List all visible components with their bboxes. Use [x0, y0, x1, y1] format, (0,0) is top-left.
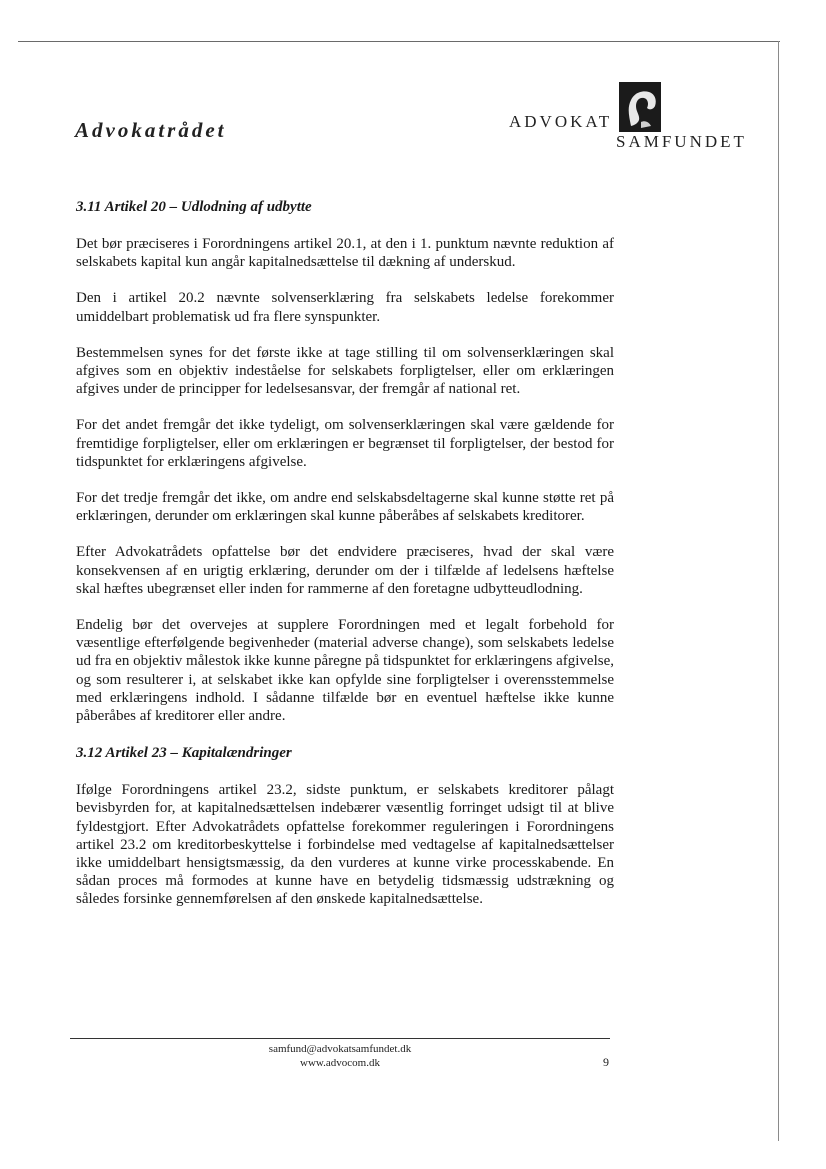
scan-edge-right: [778, 41, 779, 1141]
logo-word-advokat: ADVOKAT: [509, 112, 613, 131]
header-title: Advokatrådet: [75, 118, 227, 142]
document-body: [76, 197, 614, 927]
footer-email: samfund@advokatsamfundet.dk: [268, 1043, 412, 1055]
footer-divider: [70, 1038, 610, 1039]
footer-website: www.advocom.dk: [300, 1057, 380, 1069]
helmeted-head-emblem-icon: [619, 82, 661, 132]
section-heading-3-12: 3.12 Artikel 23 – Kapitalændringer: [76, 745, 292, 762]
page-number: 9: [603, 1055, 609, 1069]
paragraph: For det andet fremgår det ikke tydeligt, om solvenserklæringen skal være gældende for fremtidige forpligtelser, eller om erklæringen er begrænset til forpligtelser, der bestod for tidspunktet for erklæringens afgivelse.: [76, 417, 614, 470]
paragraph: Endelig bør det overvejes at supplere Forordningen med et legalt forbehold for væsentlige efterfølgende begivenheder (material adverse change), som selskabets ledelse ud fra en objektiv målestok ikke kunne påregne på tidspunktet for erklæringens afgivelse, og som resulterer i, at selskabet ikke kan opfylde sine forpligtelser i overensstemmelse med erklæringens indhold. I sådanne tilfælde bør en eventuel hæftelse ikke kunne påberåbes af kreditorer eller andre.: [76, 617, 614, 725]
paragraph: Den i artikel 20.2 nævnte solvenserklæring fra selskabets ledelse forekommer umiddelbart problematisk ud fra flere synspunkter.: [76, 290, 614, 325]
paragraph: Ifølge Forordningens artikel 23.2, sidste punktum, er selskabets kreditorer pålagt bevisbyrden for, at kapitalnedsættelsen indebærer væsentlig forringet udsigt til at blive fyldestgjort. Efter Advokatrådets opfattelse forekommer reguleringen i Forordningens artikel 23.2 om kreditorbeskyttelse i forbindelse med vedtagelse af kapitalnedsættelser ikke umiddelbart hensigtsmæssig, da den vurderes at kunne virke processkabende. En sådan proces må formodes at kunne have en betydelig tidsmæssig udstrækning og således forsinke gennemførelsen af den ønskede kapitalnedsættelse.: [76, 782, 614, 908]
scan-edge-top: [18, 41, 780, 42]
paragraph: Efter Advokatrådets opfattelse bør det endvidere præciseres, hvad der skal være konsekvensen af en urigtig erklæring, derunder om der i tilfælde af ledelsens hæftelse skal hæftes ubegrænset eller inden for rammerne af den foretagne udbytteudlodning.: [76, 544, 614, 597]
logo-word-samfundet: SAMFUNDET: [616, 132, 747, 151]
paragraph: Det bør præciseres i Forordningens artikel 20.1, at den i 1. punktum nævnte reduktion af selskabets kapital kun angår kapitalnedsættelse til dækning af underskud.: [76, 236, 614, 271]
section-heading-3-11: 3.11 Artikel 20 – Udlodning af udbytte: [76, 199, 312, 215]
paragraph: For det tredje fremgår det ikke, om andre end selskabsdeltagerne skal kunne støtte ret på erklæringen, derunder om erklæringen skal kunne påberåbes af selskabets kreditorer.: [76, 490, 614, 525]
paragraph: Bestemmelsen synes for det første ikke at tage stilling til om solvenserklæringen skal afgives som en objektiv indeståelse for selskabets forpligtelser, eller om erklæringen afgives under de principper for ledelsesansvar, der fremgår af national ret.: [76, 344, 614, 398]
advokatsamfundet-logo: [509, 82, 754, 154]
